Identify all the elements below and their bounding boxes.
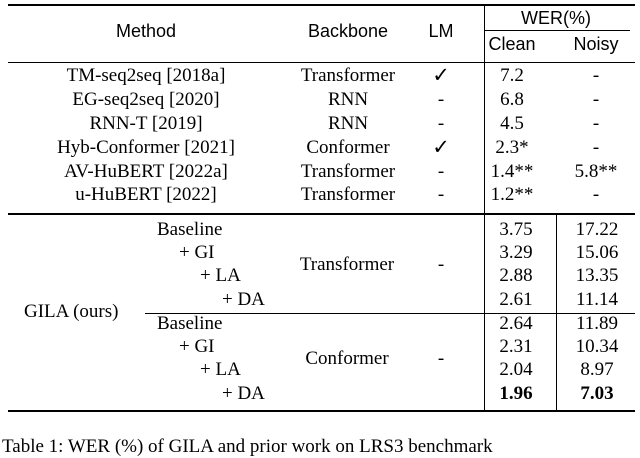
backbone-cell: Conformer <box>306 137 390 158</box>
gila-transformer-lm: - <box>437 254 445 275</box>
clean-cell: 2.04 <box>499 359 533 380</box>
header-rule <box>8 62 635 63</box>
col-divider <box>484 5 485 411</box>
gila-conformer-lm: - <box>437 348 445 369</box>
clean-cell: 1.4** <box>490 161 534 182</box>
bottom-rule <box>8 410 635 412</box>
clean-cell: 3.29 <box>499 242 533 263</box>
header-wer: WER(%) <box>521 8 591 28</box>
clean-cell: 2.88 <box>499 265 533 286</box>
noisy-cell: 11.14 <box>575 289 619 310</box>
clean-cell: 6.8 <box>500 89 524 110</box>
header-noisy: Noisy <box>573 34 619 54</box>
noisy-cell: 17.22 <box>575 219 619 240</box>
method-cell: Hyb-Conformer [2021] <box>57 137 235 158</box>
variant-cell: + LA <box>200 265 241 286</box>
col-divider-clean-noisy <box>556 214 557 411</box>
table-caption: Table 1: WER (%) of GILA and prior work on LRS3 benchmark <box>2 436 493 457</box>
noisy-cell: - <box>592 89 600 110</box>
variant-cell: Baseline <box>157 313 223 334</box>
wer-span-rule <box>484 30 630 31</box>
clean-cell-best: 1.96 <box>499 383 533 404</box>
top-rule <box>8 4 635 6</box>
lm-cell: - <box>437 89 445 110</box>
backbone-cell: RNN <box>327 113 369 134</box>
noisy-cell: 10.34 <box>575 336 619 357</box>
clean-cell: 4.5 <box>500 113 524 134</box>
noisy-cell: 8.97 <box>580 359 614 380</box>
header-method: Method <box>115 21 177 41</box>
lm-checkmark: ✓ <box>432 135 450 159</box>
noisy-cell: - <box>592 113 600 134</box>
lm-cell: - <box>437 161 445 182</box>
section-rule <box>8 213 635 215</box>
clean-cell: 3.75 <box>499 219 533 240</box>
noisy-cell: 11.89 <box>575 313 619 334</box>
gila-label: GILA (ours) <box>24 301 119 322</box>
gila-conformer-backbone: Conformer <box>305 348 389 369</box>
clean-cell: 2.31 <box>499 336 533 357</box>
method-cell: EG-seq2seq [2020] <box>72 89 220 110</box>
noisy-cell: 15.06 <box>575 242 619 263</box>
noisy-cell: - <box>592 184 600 205</box>
noisy-cell: 5.8** <box>574 161 618 182</box>
header-lm: LM <box>428 21 454 41</box>
method-cell: u-HuBERT [2022] <box>75 184 217 205</box>
backbone-cell: Transformer <box>300 161 396 182</box>
clean-cell: 2.61 <box>499 289 533 310</box>
gila-transformer-backbone: Transformer <box>299 254 395 275</box>
backbone-cell: Transformer <box>300 65 396 86</box>
variant-cell: + GI <box>179 242 215 263</box>
noisy-cell: 13.35 <box>575 265 619 286</box>
variant-cell: + GI <box>179 336 215 357</box>
variant-cell: + LA <box>200 359 241 380</box>
clean-cell: 1.2** <box>490 184 534 205</box>
noisy-cell-best: 7.03 <box>580 383 614 404</box>
backbone-cell: Transformer <box>300 184 396 205</box>
method-cell: AV-HuBERT [2022a] <box>64 161 228 182</box>
backbone-cell: RNN <box>327 89 369 110</box>
variant-cell: + DA <box>222 383 265 404</box>
lm-cell: - <box>437 113 445 134</box>
clean-cell: 7.2 <box>500 65 524 86</box>
clean-cell: 2.64 <box>499 313 533 334</box>
method-cell: RNN-T [2019] <box>89 113 203 134</box>
lm-cell: - <box>437 184 445 205</box>
variant-cell: Baseline <box>157 219 223 240</box>
header-backbone: Backbone <box>307 21 389 41</box>
lm-checkmark: ✓ <box>432 63 450 87</box>
clean-cell: 2.3* <box>495 137 529 158</box>
method-cell: TM-seq2seq [2018a] <box>66 65 226 86</box>
noisy-cell: - <box>592 65 600 86</box>
noisy-cell: - <box>592 137 600 158</box>
variant-cell: + DA <box>222 289 265 310</box>
header-clean: Clean <box>488 34 536 54</box>
